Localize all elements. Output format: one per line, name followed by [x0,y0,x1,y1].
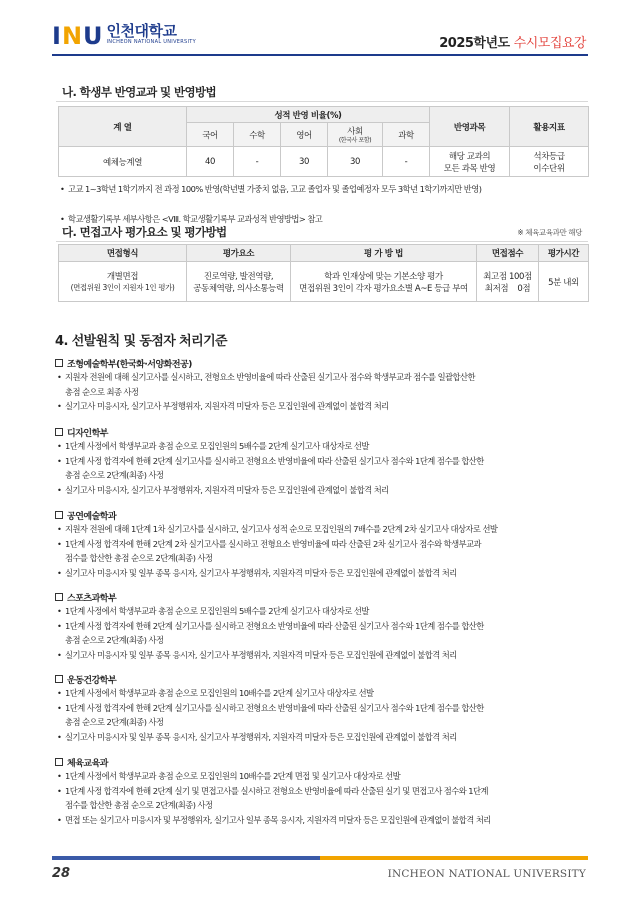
section-na-divider [56,101,588,102]
list-item: • 실기고사 미응시자 및 일부 종목 응시자, 실기고사 부정행위자, 지원자격 미달자 등은 모집인원에 관계없이 불합격 처리 [55,566,595,581]
header-indicator: 활용지표 [510,107,589,147]
checkbox-square-icon [55,593,63,601]
checkbox-square-icon [55,758,63,766]
score-line-2: 최저점 0점 [484,283,531,294]
elements-line-1: 진로역량, 발전역량, [203,271,274,282]
list-item: • 1단계 사정 합격자에 한해 2단계 실기고사를 실시하고 전형요소 반영비율에 따라 산출된 실기고사 점수와 1단계 점수를 합산한 [55,619,595,634]
group-name: 체육교육과 [67,758,108,769]
list-item: • 1단계 사정 합격자에 한해 2단계 실기 및 면접고사를 실시하고 전형요소 반영비율에 따라 산출된 실기 및 면접고사 점수와 1단계 [55,784,595,799]
checkbox-square-icon [55,675,63,683]
page-number: 28 [52,866,71,881]
group-name: 공연예술학과 [67,511,117,522]
header-math: 수학 [234,123,281,147]
score-line-1: 최고점 100점 [483,271,532,282]
list-item: • 1단계 사정 합격자에 한해 2단계 2차 실기고사를 실시하고 전형요소 반영비율에 따라 산출된 2차 실기고사 점수와 학생부교과 [55,537,595,552]
cell-math: - [234,147,281,177]
header-korean: 국어 [187,123,234,147]
cell-method [291,262,477,302]
subjects-line-2: 모든 과목 반영 [443,163,496,174]
list-item: • 실기고사 미응시자, 실기고사 부정행위자, 지원자격 미달자 등은 모집인원에 관계없이 불합격 처리 [55,483,595,498]
logo-korean-name: 인천대학교 [106,21,177,40]
group-fine-arts [55,356,595,414]
header-elements: 평가요소 [187,245,291,262]
footer-divider-blue [52,856,320,860]
logo-letter-n: N [61,22,81,50]
header-social [328,123,383,147]
group-heading [55,425,595,439]
list-item: • 1단계 사정에서 학생부교과 총점 순으로 모집인원의 10배수를 2단계 면접 및 실기고사 대상자로 선발 [55,769,595,784]
section-4-title: 4. 선발원칙 및 동점자 처리기준 [55,334,227,349]
list-item: • 실기고사 미응시자 및 일부 종목 응시자, 실기고사 부정행위자, 지원자격 미달자 등은 모집인원에 관계없이 불합격 처리 [55,730,595,745]
header-english: 영어 [281,123,328,147]
cell-korean: 40 [187,147,234,177]
footer-university-name: INCHEON NATIONAL UNIVERSITY [387,868,586,880]
note-item: • 학교생활기록부 세부사항은 <Ⅷ. 학교생활기록부 교과성적 반영방법> 참고 [58,212,598,227]
title-doc: 수시모집요강 [513,36,586,51]
reflection-table [58,106,589,177]
cell-track: 예체능계열 [59,147,187,177]
cell-subjects [430,147,510,177]
list-item: • 1단계 사정 합격자에 한해 2단계 실기고사를 실시하고 전형요소 반영비율에 따라 산출된 실기고사 점수와 1단계 점수를 합산한 [55,454,595,469]
cell-score [477,262,539,302]
group-name: 디자인학부 [67,428,108,439]
header-science: 과학 [383,123,430,147]
list-item: • 면접 또는 실기고사 미응시자 및 부정행위자, 실기고사 일부 종목 응시자, 지원자격 미달자 등은 모집인원에 관계없이 불합격 처리 [55,813,595,828]
list-item-continuation: 총점 순으로 최종 사정 [65,386,139,397]
list-item-continuation: 점수를 합산한 총점 순으로 2단계(최종) 사정 [65,553,213,563]
list-item-continuation: 총점 순으로 2단계(최종) 사정 [65,470,164,480]
header-ratio-group: 성적 반영 비율(%) [187,107,430,123]
format-line-1: 개별면접 [106,272,139,282]
university-logo[interactable] [52,20,196,48]
interview-table [58,244,589,302]
list-item: • 지원자 전원에 대해 실기고사를 실시하고, 전형요소 반영비율에 따라 산출된 실기고사 점수와 학생부교과 점수를 일괄합산한 [55,370,595,385]
list-item-continuation: 총점 순으로 2단계(최종) 사정 [65,635,164,645]
list-item: • 1단계 사정 합격자에 한해 2단계 실기고사를 실시하고 전형요소 반영비율에 따라 산출된 실기고사 점수와 1단계 점수를 합산한 [55,701,595,716]
list-item: • 실기고사 미응시자 및 일부 종목 응시자, 실기고사 부정행위자, 지원자격 미달자 등은 모집인원에 관계없이 불합격 처리 [55,648,595,663]
group-name: 조형예술학부(한국화·서양화전공) [67,359,192,370]
section-da-title: 다. 면접고사 평가요소 및 평가방법 [62,225,227,239]
checkbox-square-icon [55,511,63,519]
elements-line-2: 공동체역량, 의사소통능력 [193,283,284,294]
list-item: • 지원자 전원에 대해 1단계 1차 실기고사를 실시하고, 실기고사 성적 순으로 모집인원의 7배수를 2단계 2차 실기고사 대상자로 선발 [55,522,595,537]
method-line-1: 학과 인재상에 맞는 기본소양 평가 [324,271,443,282]
cell-indicator [510,147,589,177]
cell-elements [187,262,291,302]
title-year: 2025학년도 [439,36,510,51]
header-format: 면접형식 [59,245,187,262]
group-heading [55,590,595,604]
social-note: (한국사 포함) [338,137,372,144]
list-item: • 1단계 사정에서 학생부교과 총점 순으로 모집인원의 5배수를 2단계 실기고사 대상자로 선발 [55,439,595,454]
cell-time: 5분 내외 [539,262,589,302]
logo-english-name: INCHEON NATIONAL UNIVERSITY [106,38,196,45]
group-name: 스포츠과학부 [67,593,117,604]
group-heading [55,672,595,686]
checkbox-square-icon [55,359,63,367]
header-method: 평 가 방 법 [291,245,477,262]
header-time: 평가시간 [539,245,589,262]
checkbox-square-icon [55,428,63,436]
logo-mark [52,20,101,48]
cell-social: 30 [328,147,383,177]
page-header [0,0,638,60]
indicator-line-1: 석차등급 [533,151,565,162]
cell-science: - [383,147,430,177]
header-divider [52,54,588,56]
group-performing-arts [55,508,595,580]
list-item: • 실기고사 미응시자, 실기고사 부정행위자, 지원자격 미달자 등은 모집인원에 관계없이 불합격 처리 [55,399,595,414]
list-item: • 1단계 사정에서 학생부교과 총점 순으로 모집인원의 5배수를 2단계 실기고사 대상자로 선발 [55,604,595,619]
subjects-line-1: 해당 교과의 [448,151,491,162]
header-subjects: 반영과목 [430,107,510,147]
group-exercise-health [55,672,595,744]
document-title [439,32,586,51]
group-design [55,425,595,497]
list-item-continuation: 점수를 합산한 총점 순으로 2단계(최종) 사정 [65,800,213,810]
note-item: • 고교 1~3학년 1학기까지 전 과정 100% 반영(학년별 가중치 없음, 고교 졸업자 및 졸업예정자 모두 3학년 1학기까지만 반영) [58,182,598,197]
header-score: 면접점수 [477,245,539,262]
list-item-continuation: 총점 순으로 2단계(최종) 사정 [65,717,164,727]
list-item: • 1단계 사정에서 학생부교과 총점 순으로 모집인원의 10배수를 2단계 실기고사 대상자로 선발 [55,686,595,701]
group-heading [55,508,595,522]
cell-english: 30 [281,147,328,177]
footer-divider-orange [320,856,588,860]
section-na-title: 나. 학생부 반영교과 및 반영방법 [62,85,216,99]
group-heading [55,755,595,769]
group-name: 운동건강학부 [67,675,117,686]
section-da-note: ※ 체육교육과만 해당 [517,228,582,237]
indicator-line-2: 이수단위 [533,163,565,174]
group-physical-education [55,755,595,827]
logo-letter-u: U [83,22,101,50]
format-line-2: (면접위원 3인이 지원자 1인 평가) [70,283,175,292]
logo-letter-i: I [52,22,59,50]
method-line-2: 면접위원 3인이 각자 평가요소별 A~E 등급 부여 [299,283,468,294]
header-track: 계 열 [59,107,187,147]
social-label: 사회 [347,127,363,137]
section-da-divider [56,241,588,242]
cell-format [59,262,187,302]
group-heading [55,356,595,370]
group-sports-science [55,590,595,662]
